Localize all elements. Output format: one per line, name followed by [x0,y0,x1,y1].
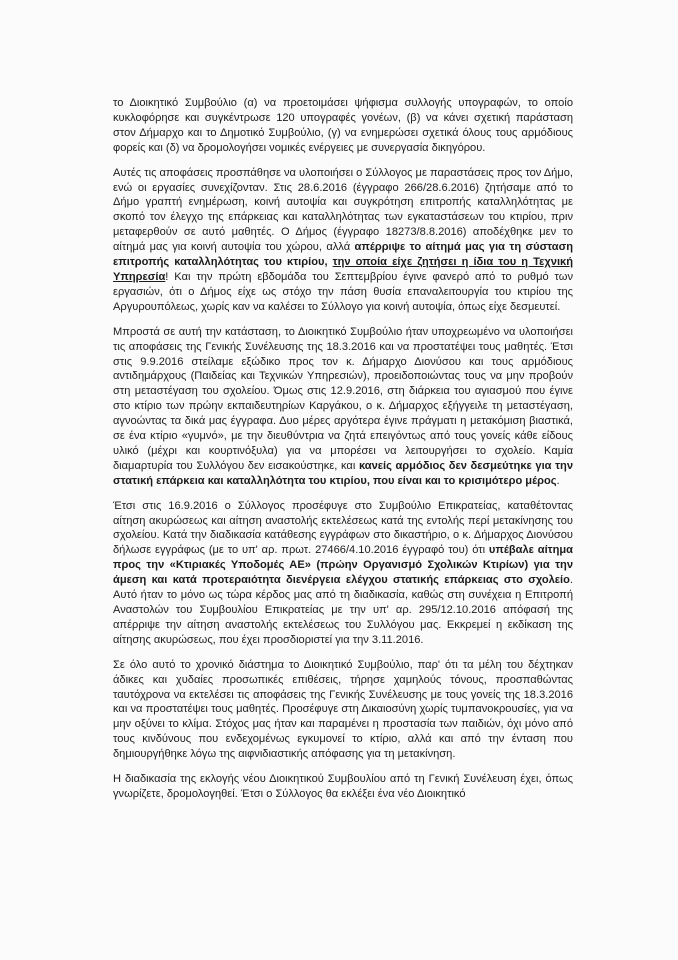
paragraph-2-bold-rejection: απέρριψε το αίτημά μας για τη σύσταση επιτροπής καταλληλότητας του κτιρίου, [113,241,573,269]
paragraph-2-bold-underline-technical-service: την οποία είχε ζητήσει η ίδια του η Τεχνική Υπηρεσία [113,256,573,283]
paragraph-5 [113,658,573,762]
paragraph-3-text-a: Μπροστά σε αυτή την κατάσταση, το Διοικητικό Συμβούλιο ήταν υποχρεωμένο να υλοποιήσει τις αποφάσεις της Γενικής Συνέλευσης της 18.3.2016 και να προστατέψει τους μαθητές. Έτσι στις 9.9.2016 στείλαμε εξώδικο προς τον κ. Δήμαρχο Διονύσου και τους αρμόδιους αντιδημάρχους (Παιδείας και Τεχνικών Υπηρεσιών), προειδοποιώντας τους να μην προβούν στη μεταστέγαση του σχολείου. Όμως στις 12.9.2016, στη διάρκεια του αγιασμού που έγινε στο κτίριο των πρώην εκπαιδευτηρίων Καργάκου, ο κ. Δήμαρχος εξήγγειλε τη μεταστέγαση, αγνοώντας τα δικά μας έγγραφα. Δυο μέρες αργότερα έγινε πράγματι η μετακόμιση βιαστικά, σε ένα κτίριο «γυμνό», με την διευθύντρια να ζητά επειγόντως από τους γονείς κάθε είδους υλικό (μέχρι και κουρτινόξυλα) για να μπορέσει να λειτουργήσει το σχολείο. Καμία διαμαρτυρία του Συλλόγου δεν εισακούστηκε, και [113,325,573,472]
paragraph-2 [113,166,573,315]
paragraph-4-text-a: Έτσι στις 16.9.2016 ο Σύλλογος προσέφυγε στο Συμβούλιο Επικρατείας, καταθέτοντας αίτηση ακυρώσεως και αίτηση αναστολής εκτελέσεως κατά της εντολής περί μετακίνησης του σχολείου. Κατά την διαδικασία κατάθεσης εγγράφων στο δικαστήριο, ο κ. Δήμαρχος Διονύσου δήλωσε εγγράφως (με το υπ' αρ. πρωτ. 27466/4.10.2016 έγγραφό του) ότι [113,499,573,557]
paragraph-2-text-b: ! Και την πρώτη εβδομάδα του Σεπτεμβρίου έγινε φανερό από το ρυθμό των εργασιών, ότι ο Δήμος είχε ως στόχο την πάση θυσία επαναλειτουργία του κτιρίου της Αργυρουπόλεως, χωρίς καν να καλέσει το Σύλλογο για κοινή αυτοψία, όπως είχε δεσμευτεί. [113,270,573,313]
paragraph-4-bold-request: υπέβαλε αίτημα προς την «Κτιριακές Υποδομές ΑΕ» (πρώην Οργανισμό Σχολικών Κτιρίων) για την άμεση και κατά προτεραιότητα διενέργεια ελέγχου στατικής επάρκειας στο σχολείο [113,544,573,587]
paragraph-3-text-b: . [556,474,560,487]
paragraph-6 [113,772,573,802]
paragraph-5-text: Σε όλο αυτό το χρονικό διάστημα το Διοικητικό Συμβούλιο, παρ' ότι τα μέλη του δέχτηκαν άδικες και χυδαίες προσωπικές επιθέσεις, τήρησε χαμηλούς τόνους, προσπαθώντας ταυτόχρονα να εκτελέσει τις αποφάσεις της Γενικής Συνέλευσης με τους γονείς της 18.3.2016 και να προστατέψει τους μαθητές. Προσέφυγε στη Δικαιοσύνη χωρίς τυμπανοκρουσίες, για να μην οξύνει το κλίμα. Στόχος μας ήταν και παραμένει η προστασία των παιδιών, όχι μόνο από τους κινδύνους που ενδεχομένως εγκυμονεί το κτίριο, αλλά και από την ένταση που δημιουργήθηκε λόγω της αιφνιδιαστικής απόφασης για τη μετακίνηση. [113,658,573,761]
paragraph-6-text: Η διαδικασία της εκλογής νέου Διοικητικού Συμβουλίου από τη Γενική Συνέλευση έχει, όπως γνωρίζετε, δρομολογηθεί. Έτσι ο Σύλλογος θα εκλέξει ένα νέο Διοικητικό [113,773,573,800]
document-body [113,96,573,802]
paragraph-4-text-b: . Αυτό ήταν το μόνο ως τώρα κέρδος μας από τη διαδικασία, καθώς στη συνέχεια η Επιτροπή Αναστολών του Συμβουλίου Επικρατείας με την υπ' αρ. 295/12.10.2016 απόφασή της απέρριψε την αίτηση αναστολής εκτελέσεως του Συλλόγου μας. Εκκρεμεί η εκδίκαση της αίτησης ακυρώσεως, που έχει προσδιοριστεί για την 3.11.2016. [113,574,573,646]
paragraph-2-text-a: Αυτές τις αποφάσεις προσπάθησε να υλοποιήσει ο Σύλλογος με παραστάσεις προς τον Δήμο, ενώ οι εργασίες συνεχίζονταν. Στις 28.6.2016 (έγγραφο 266/28.6.2016) ζητήσαμε από το Δήμο γραπτή ενημέρωση, κοινή αυτοψία και συγκρότηση επιτροπής καταλληλότητας με σκοπό τον έλεγχο της επάρκειας και καταλληλότητας των εγκαταστάσεων του κτιρίου, πριν μεταφερθούν σε αυτό μαθητές. Ο Δήμος (έγγραφο 18273/8.8.2016) αποδέχθηκε μεν το αίτημά μας για κοινή αυτοψία του χώρου, αλλά [113,166,573,254]
paragraph-3-bold-no-commitment: κανείς αρμόδιος δεν δεσμεύτηκε για την στατική επάρκεια και καταλληλότητα του κτιρίου, που είναι και το κρισιμότερο μέρος [113,459,573,487]
paragraph-1 [113,96,573,156]
paragraph-4 [113,499,573,648]
paragraph-3 [113,325,573,489]
paragraph-1-text: το Διοικητικό Συμβούλιο (α) να προετοιμάσει ψήφισμα συλλογής υπογραφών, το οποίο κυκλοφόρησε και συγκέντρωσε 120 υπογραφές γονέων, (β) να κάνει σχετική παράσταση στον Δήμαρχο και το Δημοτικό Συμβούλιο, (γ) να ενημερώσει σχετικά όλους τους αρμόδιους φορείς και (δ) να δρομολογήσει νομικές ενέργειες με συνεργασία δικηγόρου. [113,97,573,154]
